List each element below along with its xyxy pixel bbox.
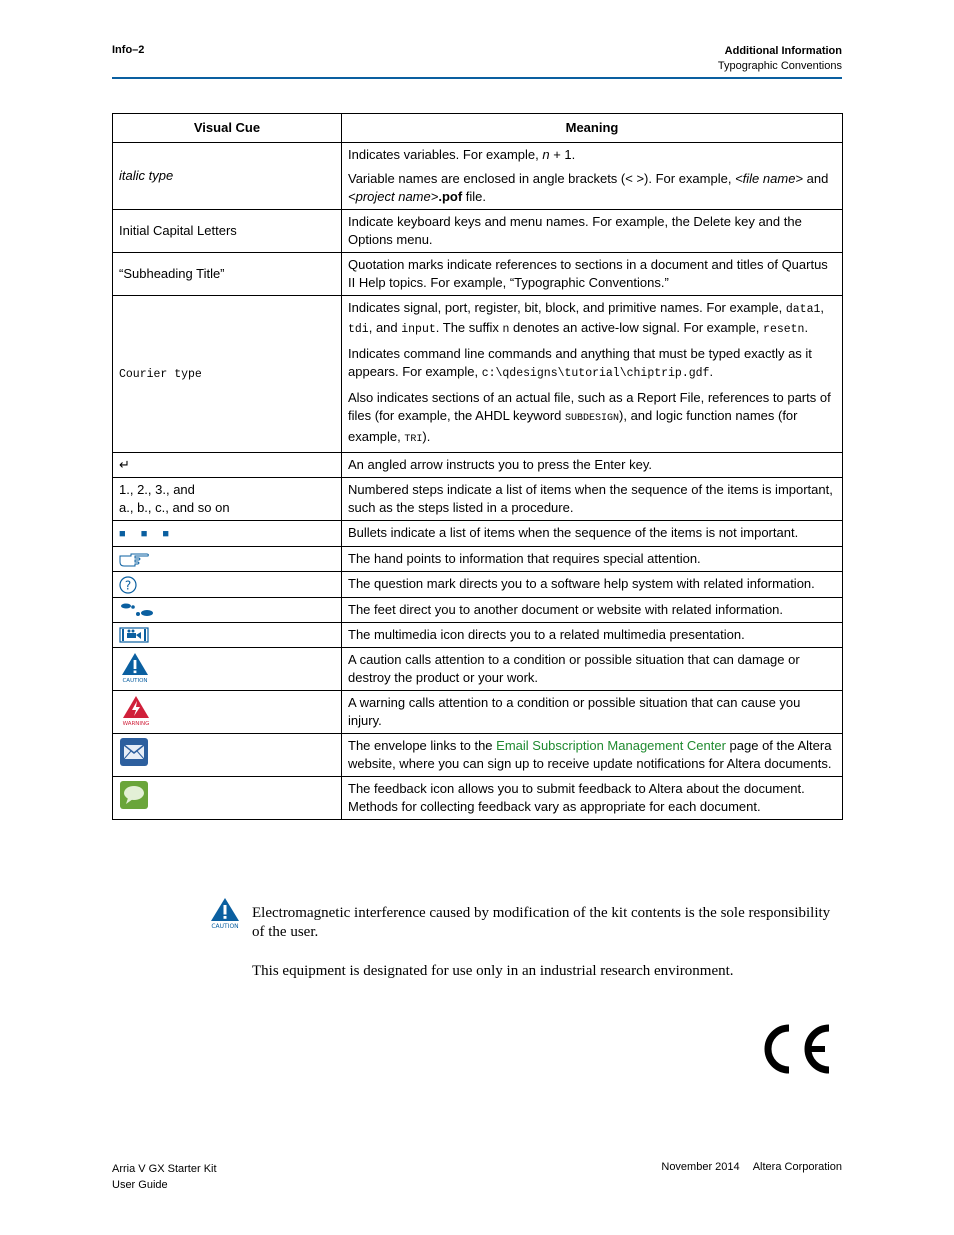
hand-pointing-icon — [119, 552, 149, 568]
subsection-title: Typographic Conventions — [717, 60, 842, 72]
cue-multimedia — [113, 622, 342, 647]
table-row — [113, 143, 843, 210]
table-row — [113, 647, 843, 690]
meaning-subheading: Quotation marks indicate references to sections in a document and titles of Quartus II Help topics. For example, “Typographic Conventions.” — [342, 253, 843, 296]
meaning-feet: The feet direct you to another document or website with related information. — [342, 597, 843, 622]
cue-subheading: “Subheading Title” — [113, 253, 342, 296]
meaning-feedback: The feedback icon allows you to submit feedback to Altera about the document. Methods for collecting feedback vary as appropriate for each document. — [342, 776, 843, 819]
svg-text:?: ? — [124, 578, 132, 593]
table-row — [113, 572, 843, 598]
doc-type: User Guide — [112, 1179, 168, 1191]
doc-title: Arria V GX Starter Kit — [112, 1163, 217, 1175]
table-row — [113, 597, 843, 622]
envelope-icon — [119, 737, 149, 767]
multimedia-icon — [119, 627, 149, 643]
footer-right — [661, 1161, 842, 1173]
cue-hand — [113, 547, 342, 572]
svg-text:CAUTION: CAUTION — [122, 677, 148, 683]
footer-left — [112, 1161, 217, 1193]
svg-text:WARNING: WARNING — [122, 720, 150, 726]
caution-note — [252, 904, 832, 1001]
note-line-2: This equipment is designated for use only in an industrial research environment. — [252, 963, 734, 979]
table-row — [113, 733, 843, 776]
table-row — [113, 622, 843, 647]
meaning-hand: The hand points to information that requires special attention. — [342, 547, 843, 572]
feedback-icon[interactable] — [119, 780, 149, 810]
typographic-conventions-table — [112, 113, 843, 820]
section-title: Additional Information — [724, 45, 842, 57]
meaning-question: The question mark directs you to a software help system with related information. — [342, 572, 843, 598]
table-row — [113, 296, 843, 453]
cue-courier: Courier type — [113, 296, 342, 453]
footer-company: Altera Corporation — [752, 1161, 842, 1173]
cue-italic: italic type — [113, 143, 342, 210]
meaning-multimedia: The multimedia icon directs you to a related multimedia presentation. — [342, 622, 843, 647]
meaning-envelope: The envelope links to the Email Subscription Management Center page of the Altera website, where you can sign up to receive update notifications for Altera documents. — [342, 733, 843, 776]
meaning-enter: An angled arrow instructs you to press the Enter key. — [342, 453, 843, 478]
page-number: Info–2 — [112, 44, 145, 56]
table-row — [113, 690, 843, 733]
cue-caution — [113, 647, 342, 690]
cue-warning — [113, 690, 342, 733]
meaning-caution: A caution calls attention to a condition or possible situation that can damage or destroy the product or your work. — [342, 647, 843, 690]
cue-initial-caps: Initial Capital Letters — [113, 210, 342, 253]
table-row — [113, 253, 843, 296]
ce-mark-logo — [755, 1022, 833, 1076]
caution-icon — [207, 896, 243, 930]
cue-feet — [113, 597, 342, 622]
question-mark-icon — [119, 576, 137, 594]
cue-bullets — [113, 521, 342, 547]
meaning-courier: Indicates signal, port, register, bit, block, and primitive names. For example, data1, tdi, and input. The suffix n denotes an active-low signal. For example, resetn. Indicates command line commands and anything that must be typed exactly as it appears. For example, c:\qdesigns\tutorial\chiptrip.gdf. Also indicates sections of an actual file, such as a Report File, references to parts of files (for example, the AHDL keyword SUBDESIGN), and logic function names (for example, TRI). — [342, 296, 843, 453]
table-header-row — [113, 114, 843, 143]
caution-icon — [119, 651, 151, 683]
col-meaning: Meaning — [342, 114, 843, 143]
table-row — [113, 547, 843, 572]
feet-icon — [119, 602, 155, 618]
cue-question — [113, 572, 342, 598]
table-row — [113, 521, 843, 547]
running-header — [718, 44, 842, 74]
cue-feedback — [113, 776, 342, 819]
meaning-bullets: Bullets indicate a list of items when the sequence of the items is not important. — [342, 521, 843, 547]
cue-envelope — [113, 733, 342, 776]
cue-enter-arrow: ↵ — [113, 453, 342, 478]
meaning-numbered: Numbered steps indicate a list of items when the sequence of the items is important, such as the steps listed in a procedure. — [342, 478, 843, 521]
email-subscription-link[interactable]: Email Subscription Management Center — [496, 737, 726, 753]
cue-numbered: 1., 2., 3., and a., b., c., and so on — [113, 478, 342, 521]
warning-icon — [119, 694, 153, 726]
table-row — [113, 478, 843, 521]
footer-date: November 2014 — [661, 1161, 740, 1173]
meaning-italic: Indicates variables. For example, n + 1. Variable names are enclosed in angle brackets (< >). For example, <file name> and <project name>.pof file. — [342, 143, 843, 210]
note-line-1: Electromagnetic interference caused by modification of the kit contents is the sole responsibility of the user. — [252, 905, 831, 940]
meaning-warning: A warning calls attention to a condition or possible situation that can cause you injury. — [342, 690, 843, 733]
meaning-initial-caps: Indicate keyboard keys and menu names. For example, the Delete key and the Options menu. — [342, 210, 843, 253]
table-row — [113, 210, 843, 253]
svg-text:CAUTION: CAUTION — [211, 923, 239, 930]
col-visual-cue: Visual Cue — [113, 114, 342, 143]
table-row — [113, 776, 843, 819]
header-rule — [112, 77, 842, 79]
bullets-icon: ■ ■ ■ — [119, 528, 176, 540]
table-row — [113, 453, 843, 478]
